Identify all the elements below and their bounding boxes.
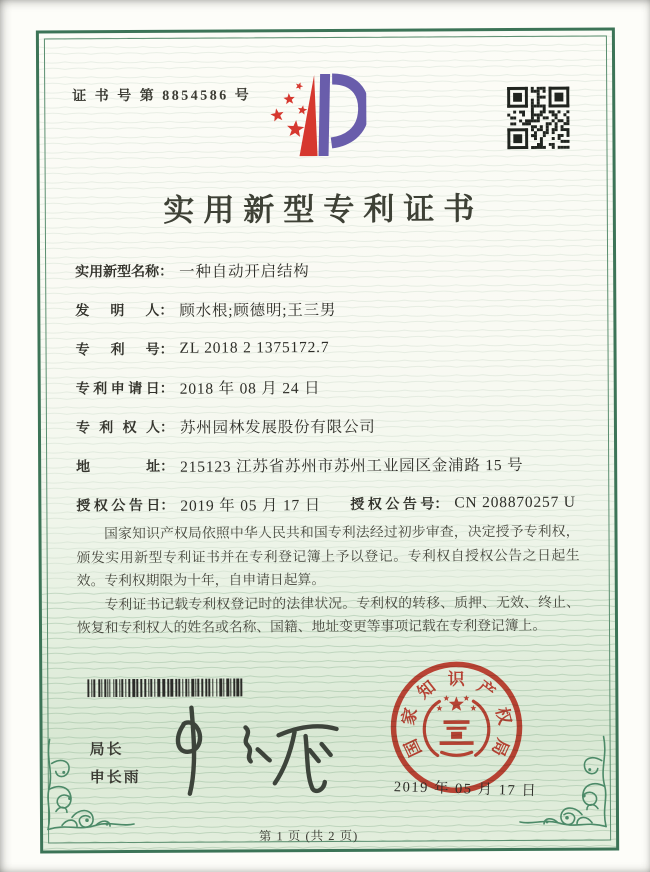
field-row-inventors	[75, 289, 575, 331]
field-label: 授权公告号	[350, 497, 435, 513]
certificate-number: 证 书 号 第 8854586 号	[72, 88, 252, 105]
field-colon: ：	[160, 459, 175, 475]
field-label: 专利申请日	[75, 381, 160, 398]
field-row-filing-date	[76, 366, 576, 408]
field-colon: ：	[159, 265, 174, 281]
svg-text:权: 权	[491, 705, 515, 727]
body-paragraph-1: 国家知识产权局依照中华人民共和国专利法经过初步审查，决定授予专利权，颁发实用新型专利证书并在专利登记簿上予以登记。专利权自授权公告之日起生效。专利权期限为十年，自申请日起算。	[76, 523, 580, 589]
page-footer: 第 1 页 (共 2 页)	[258, 828, 359, 844]
field-row-patent-number	[75, 327, 575, 369]
signer-block	[90, 736, 141, 792]
field-row-address	[76, 444, 576, 486]
legal-text	[76, 520, 580, 641]
field-label: 实用新型名称	[75, 265, 160, 281]
qr-code	[504, 84, 572, 152]
signer-name: 申长雨	[89, 769, 141, 787]
svg-text:产: 产	[473, 676, 499, 703]
field-colon: ：	[160, 498, 175, 514]
field-colon: ：	[159, 420, 174, 436]
field-colon: ：	[159, 381, 174, 397]
field-row-grant-date-and-number	[76, 483, 576, 525]
field-row-patentee	[76, 405, 576, 447]
patent-office-logo-icon	[262, 70, 366, 163]
page-title: 实用新型专利证书	[163, 191, 484, 228]
svg-text:识: 识	[447, 669, 465, 689]
signature-autograph-icon	[153, 694, 349, 803]
field-value: 2018 年 08 月 24 日	[179, 380, 321, 398]
field-label: 发明人	[75, 304, 160, 320]
field-value: 2019 年 05 月 17 日	[180, 496, 322, 515]
field-value: 一种自动开启结构	[179, 263, 310, 282]
field-label: 授权公告日	[76, 498, 161, 515]
field-value: 215123 江苏省苏州市苏州工业园区金浦路 15 号	[180, 456, 524, 476]
signer-title: 局长	[89, 742, 124, 759]
field-value: 苏州园林发展股份有限公司	[179, 418, 376, 437]
field-colon: ：	[434, 497, 449, 513]
field-value: 顾水根;顾德明;王三男	[179, 302, 337, 321]
field-label: 专利权人	[75, 420, 160, 437]
field-colon: ：	[159, 343, 174, 359]
field-value: ZL 2018 2 1375172.7	[179, 339, 330, 357]
svg-text:局: 局	[487, 735, 513, 760]
seal-date: 2019 年 05 月 17 日	[393, 779, 538, 800]
field-row-utility-model-name	[75, 250, 575, 292]
svg-text:家: 家	[398, 706, 421, 727]
field-label: 专利号	[75, 343, 160, 359]
field-list	[75, 250, 576, 525]
svg-text:知: 知	[413, 677, 440, 703]
svg-text:国: 国	[400, 736, 426, 760]
body-paragraph-2: 专利证书记载专利权登记时的法律状况。专利权的转移、质押、无效、终止、恢复和专利权人的姓名或名称、国籍、地址变更等事项记载在专利登记簿上。	[76, 594, 580, 636]
field-value: CN 208870257 U	[454, 493, 576, 512]
field-colon: ：	[159, 304, 174, 320]
field-label: 地址	[76, 459, 161, 476]
